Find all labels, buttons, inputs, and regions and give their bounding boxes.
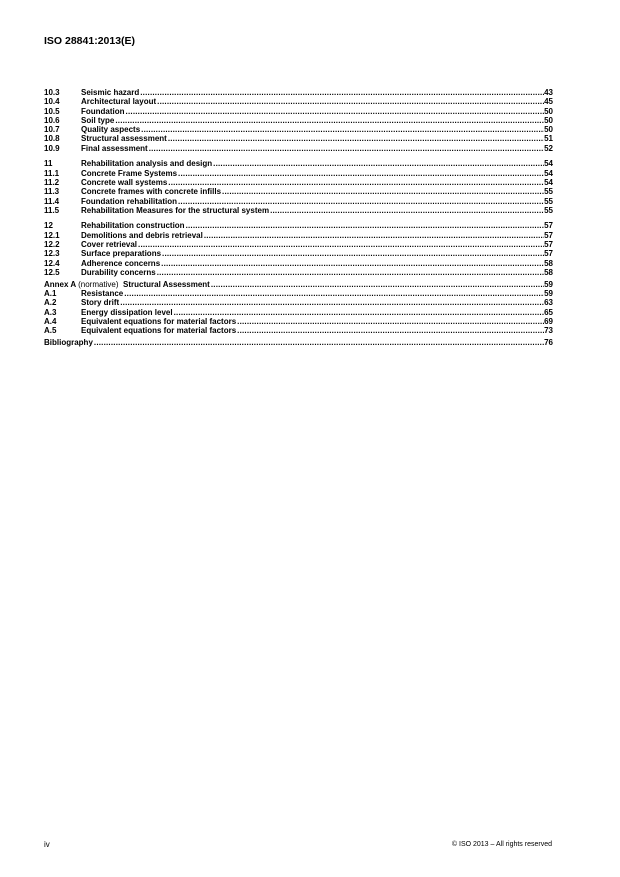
toc-entry[interactable] (44, 144, 553, 153)
toc-entry-page: 65 (544, 307, 553, 317)
toc-dot-leader (138, 240, 544, 249)
toc-dot-leader (237, 317, 544, 326)
toc-entry[interactable] (44, 268, 553, 277)
toc-entry-title: Rehabilitation construction (81, 221, 185, 231)
toc-entry-title: Resistance (81, 289, 124, 299)
toc-entry-page: 54 (544, 177, 553, 187)
toc-dot-leader (178, 197, 544, 206)
toc-entry-page: 52 (544, 143, 553, 153)
toc-entry-number: 12.2 (44, 240, 60, 250)
toc-entry-number: 12.1 (44, 230, 60, 240)
toc-entry-page: 73 (544, 326, 553, 336)
toc-entry[interactable] (44, 298, 553, 307)
toc-entry-number: A.1 (44, 289, 57, 299)
toc-entry-title: Equivalent equations for material factors (81, 326, 237, 336)
document-header: ISO 28841:2013(E) (44, 35, 136, 47)
toc-entry-number: 10.3 (44, 88, 60, 97)
toc-entry-number: 11.4 (44, 196, 60, 206)
toc-entry-number: 10.5 (44, 106, 60, 116)
toc-entry[interactable] (44, 159, 553, 168)
page-number: iv (44, 840, 50, 849)
toc-entry-number: 12 (44, 221, 53, 231)
toc-entry-number: A.3 (44, 307, 57, 317)
toc-entry-title: Seismic hazard (81, 88, 140, 97)
toc-entry-number: 11.2 (44, 177, 60, 187)
toc-entry-title: Rehabilitation analysis and design (81, 159, 213, 169)
toc-entry-page: 50 (544, 106, 553, 116)
toc-entry-page: 57 (544, 221, 553, 231)
toc-dot-leader (168, 178, 544, 187)
toc-entry-title: Concrete frames with concrete infills (81, 187, 222, 197)
toc-entry-number: A.2 (44, 298, 57, 308)
annex-title (44, 280, 210, 289)
toc-dot-leader (178, 169, 544, 178)
toc-dot-leader (211, 280, 544, 289)
toc-entry-title: Quality aspects (81, 125, 141, 135)
toc-entry-title: Equivalent equations for material factors (81, 317, 237, 327)
toc-entry-number: 10.8 (44, 134, 60, 144)
toc-entry-number: 12.5 (44, 267, 60, 277)
toc-entry-title: Foundation (81, 106, 125, 116)
toc-entry-page: 58 (544, 267, 553, 277)
toc-entry[interactable] (44, 178, 553, 187)
toc-entry-number: 11 (44, 159, 53, 169)
toc-entry-number: 10.6 (44, 115, 60, 125)
toc-entry-title: Demolitions and debris retrieval (81, 230, 203, 240)
bibliography-title: Bibliography (44, 338, 93, 348)
toc-dot-leader (115, 116, 544, 125)
toc-entry[interactable] (44, 97, 553, 106)
toc-entry[interactable] (44, 259, 553, 268)
toc-entry-page: 54 (544, 168, 553, 178)
toc-entry[interactable] (44, 206, 553, 215)
toc-entry-number: 11.5 (44, 205, 60, 215)
toc-entry-page: 63 (544, 298, 553, 308)
table-of-contents (44, 88, 553, 348)
toc-entry-page: 76 (544, 338, 553, 348)
toc-entry-number: A.4 (44, 317, 57, 327)
toc-entry[interactable] (44, 169, 553, 178)
toc-entry[interactable] (44, 88, 553, 97)
toc-entry[interactable] (44, 326, 553, 335)
toc-entry[interactable] (44, 317, 553, 326)
toc-entry-page: 50 (544, 115, 553, 125)
toc-bibliography-entry[interactable] (44, 338, 553, 347)
toc-entry-number: 10.7 (44, 125, 60, 135)
toc-dot-leader (141, 125, 544, 134)
toc-entry[interactable] (44, 134, 553, 143)
toc-entry-title: Concrete Frame Systems (81, 168, 178, 178)
toc-dot-leader (120, 298, 544, 307)
toc-entry-number: 10.9 (44, 143, 60, 153)
toc-dot-leader (157, 268, 544, 277)
toc-entry-page: 50 (544, 125, 553, 135)
toc-dot-leader (213, 159, 544, 168)
toc-entry-number: 12.3 (44, 249, 60, 259)
toc-entry-page: 58 (544, 258, 553, 268)
toc-dot-leader (124, 289, 544, 298)
toc-entry[interactable] (44, 107, 553, 116)
toc-entry-page: 69 (544, 317, 553, 327)
toc-entry-page: 57 (544, 249, 553, 259)
toc-entry-title: Concrete wall systems (81, 177, 168, 187)
toc-dot-leader (186, 221, 545, 230)
toc-entry-title: Energy dissipation level (81, 307, 173, 317)
toc-entry-page: 51 (544, 134, 553, 144)
toc-annex-entry[interactable] (44, 280, 553, 289)
toc-entry[interactable] (44, 221, 553, 230)
toc-entry-title: Structural assessment (81, 134, 167, 144)
annex-qualifier: (normative) (78, 279, 119, 289)
toc-entry-number: 11.3 (44, 187, 60, 197)
toc-entry-title: Final assessment (81, 143, 148, 153)
toc-entry[interactable] (44, 231, 553, 240)
toc-dot-leader (174, 308, 545, 317)
toc-entry[interactable] (44, 308, 553, 317)
toc-entry-title: Adherence concerns (81, 258, 161, 268)
toc-dot-leader (126, 107, 545, 116)
toc-dot-leader (270, 206, 544, 215)
toc-entry-page: 43 (544, 88, 553, 97)
toc-entry-title: Foundation rehabilitation (81, 196, 177, 206)
annex-label: Annex A (44, 279, 76, 289)
toc-dot-leader (204, 231, 544, 240)
toc-entry-number: 10.4 (44, 97, 60, 107)
toc-dot-leader (140, 88, 544, 97)
toc-entry-page: 57 (544, 240, 553, 250)
toc-dot-leader (157, 97, 544, 106)
toc-entry-page: 55 (544, 187, 553, 197)
toc-entry[interactable] (44, 197, 553, 206)
toc-entry[interactable] (44, 125, 553, 134)
toc-entry-title: Soil type (81, 115, 115, 125)
toc-entry-title: Durability concerns (81, 267, 156, 277)
toc-entry-number: 12.4 (44, 258, 60, 268)
toc-entry[interactable] (44, 289, 553, 298)
toc-entry-page: 59 (544, 289, 553, 299)
toc-dot-leader (168, 134, 544, 143)
toc-entry[interactable] (44, 187, 553, 196)
toc-entry-page: 45 (544, 97, 553, 107)
toc-entry-page: 55 (544, 205, 553, 215)
toc-entry-page: 57 (544, 230, 553, 240)
toc-entry-title: Surface preparations (81, 249, 162, 259)
toc-dot-leader (149, 144, 544, 153)
toc-dot-leader (237, 326, 544, 335)
toc-entry[interactable] (44, 116, 553, 125)
toc-entry-title: Architectural layout (81, 97, 157, 107)
toc-entry-title: Story drift (81, 298, 120, 308)
toc-entry-page: 55 (544, 196, 553, 206)
toc-entry-page: 54 (544, 159, 553, 169)
toc-entry-page: 59 (544, 279, 553, 289)
toc-entry-number: 11.1 (44, 168, 60, 178)
toc-dot-leader (94, 338, 544, 347)
annex-heading: Structural Assessment (123, 279, 210, 289)
toc-dot-leader (162, 249, 544, 258)
toc-entry-title: Cover retrieval (81, 240, 138, 250)
toc-dot-leader (222, 187, 544, 196)
toc-entry-number: A.5 (44, 326, 57, 336)
toc-entry-title: Rehabilitation Measures for the structural system (81, 205, 270, 215)
copyright-notice: © ISO 2013 – All rights reserved (451, 841, 552, 848)
toc-entry[interactable] (44, 249, 553, 258)
toc-entry[interactable] (44, 240, 553, 249)
toc-dot-leader (161, 259, 544, 268)
